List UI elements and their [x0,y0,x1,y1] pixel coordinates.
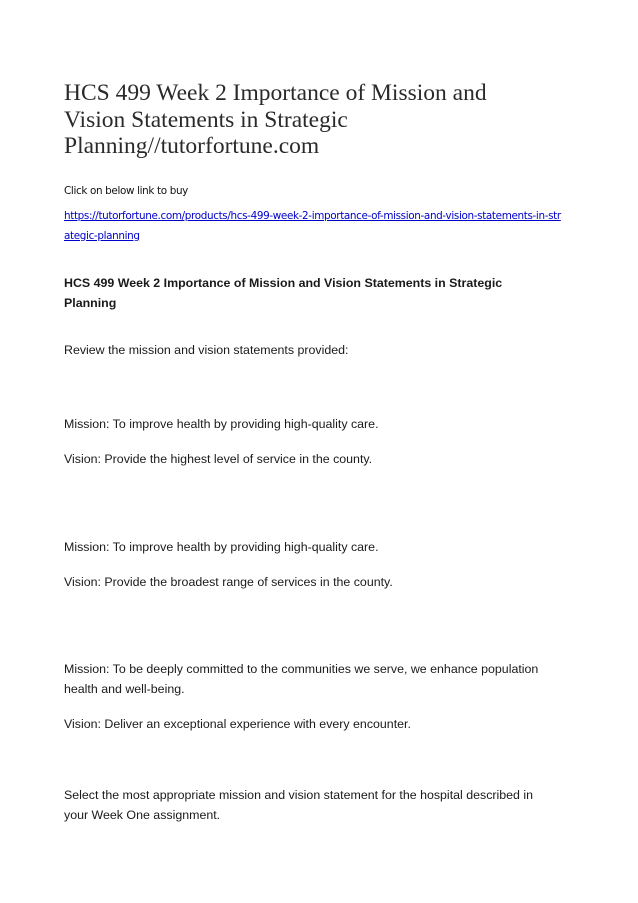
mission-statement-3: Mission: To be deeply committed to the communities we serve, we enhance population health and well-being. [64,662,539,696]
select-instruction: Select the most appropriate mission and vision statement for the hospital described in your Week One assignment. [64,788,534,822]
product-link[interactable]: https://tutorfortune.com/products/hcs-499-week-2-importance-of-mission-and-vision-statements-in-strategic-planning [64,210,561,242]
mission-statement-1: Mission: To improve health by providing high-quality care. [64,417,379,431]
document-title: HCS 499 Week 2 Importance of Mission and Vision Statements in Strategic Planning//tutorfortune.com [64,80,487,159]
vision-statement-1: Vision: Provide the highest level of service in the county. [64,452,373,466]
vision-statement-3: Vision: Deliver an exceptional experience with every encounter. [64,717,411,731]
review-instruction: Review the mission and vision statements provided: [64,343,349,357]
mission-statement-2: Mission: To improve health by providing high-quality care. [64,540,379,554]
section-heading: HCS 499 Week 2 Importance of Mission and Vision Statements in Strategic Planning [64,276,503,310]
buy-instruction: Click on below link to buy [64,185,188,197]
vision-statement-2: Vision: Provide the broadest range of services in the county. [64,575,393,589]
